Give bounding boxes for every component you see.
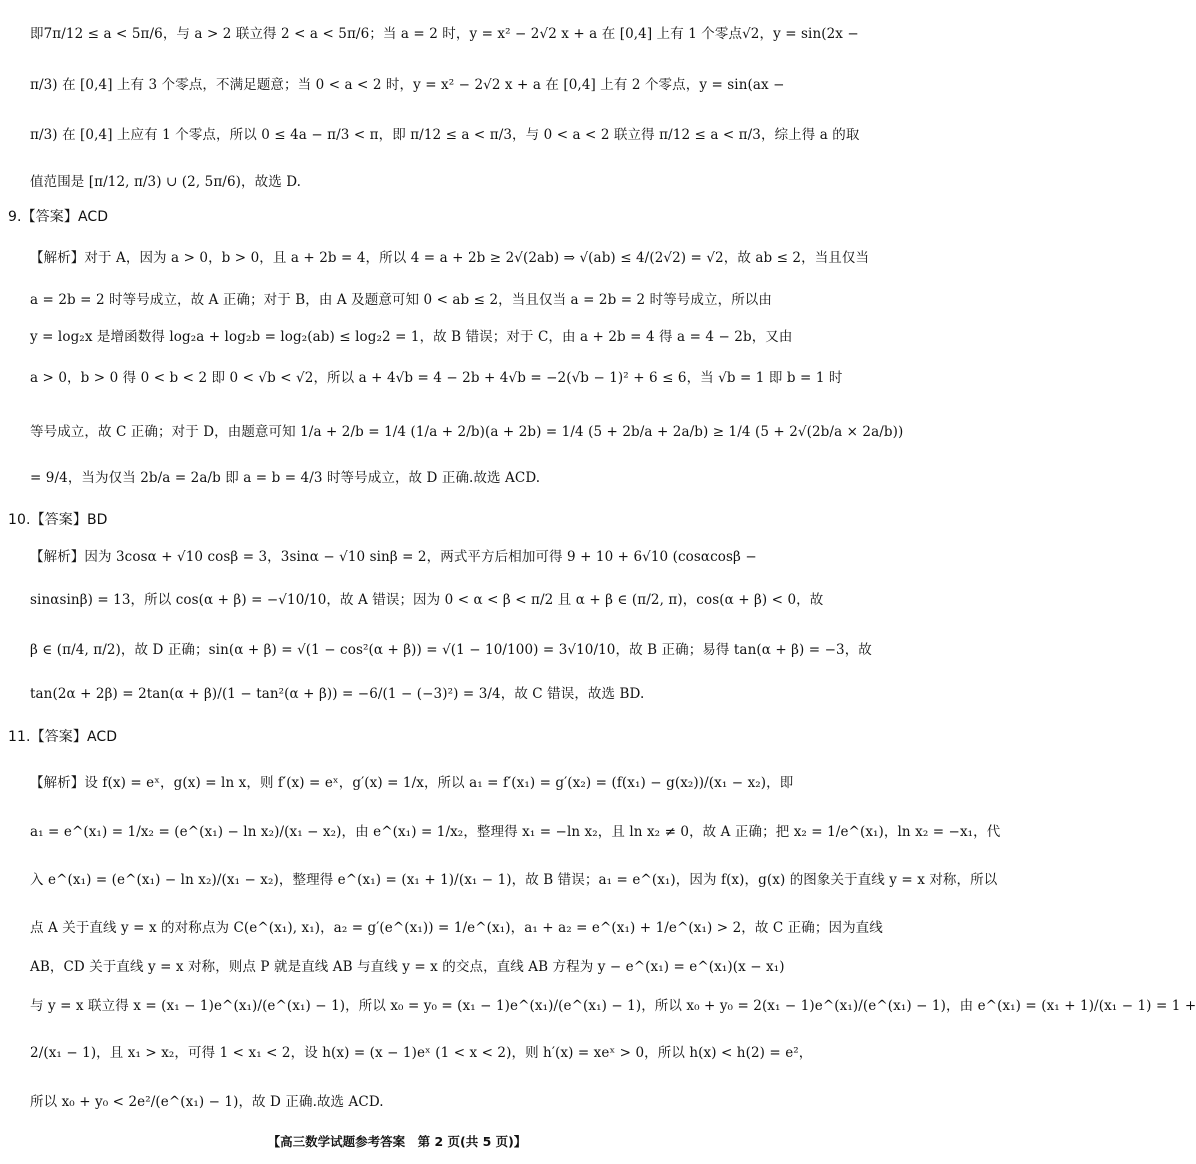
q11-line-2: a₁ = e^(x₁) = 1/x₂ = (e^(x₁) − ln x₂)/(x₁ − x₂)，由 e^(x₁) = 1/x₂，整理得 x₁ = −ln x₂，且 ln x₂ ≠ 0，故 A 正确；把 x₂ = 1/e^(x₁)，ln x₂ = −x₁，代: [30, 824, 1001, 840]
q11-line-7: 2/(x₁ − 1)，且 x₁ > x₂，可得 1 < x₁ < 2，设 h(x) = (x − 1)eˣ (1 < x < 2)，则 h′(x) = xeˣ > 0，所以 h(x) < h(2) = e²，: [30, 1045, 813, 1061]
q9-line-1: 【解析】对于 A，因为 a > 0，b > 0，且 a + 2b = 4，所以 4 = a + 2b ≥ 2√(2ab) ⇒ √(ab) ≤ 4/(2√2) = √2，故 ab ≤ 2，当且仅当: [30, 250, 870, 266]
q9-line-3: y = log₂x 是增函数得 log₂a + log₂b = log₂(ab) ≤ log₂2 = 1，故 B 错误；对于 C，由 a + 2b = 4 得 a = 4 − 2b，又由: [30, 329, 793, 345]
q10-answer: 10.【答案】BD: [8, 512, 108, 528]
q9-line-5: 等号成立，故 C 正确；对于 D，由题意可知 1/a + 2/b = 1/4 (1/a + 2/b)(a + 2b) = 1/4 (5 + 2b/a + 2a/b) ≥ 1/4 (5 + 2√(2b/a × 2a/b)): [30, 424, 904, 440]
q11-line-1: 【解析】设 f(x) = eˣ，g(x) = ln x，则 f′(x) = eˣ，g′(x) = 1/x，所以 a₁ = f′(x₁) = g′(x₂) = (f(x₁) − g(x₂))/(x₁ − x₂)，即: [30, 775, 794, 791]
q11-line-5: AB，CD 关于直线 y = x 对称，则点 P 就是直线 AB 与直线 y = x 的交点，直线 AB 方程为 y − e^(x₁) = e^(x₁)(x − x₁): [30, 959, 785, 975]
q9-answer: 9.【答案】ACD: [8, 209, 109, 225]
q8-line-4: 值范围是 [π/12, π/3) ∪ (2, 5π/6)，故选 D.: [30, 174, 302, 190]
q11-line-8: 所以 x₀ + y₀ < 2e²/(e^(x₁) − 1)，故 D 正确.故选 ACD.: [30, 1094, 384, 1110]
q9-line-4: a > 0，b > 0 得 0 < b < 2 即 0 < √b < √2，所以 a + 4√b = 4 − 2b + 4√b = −2(√b − 1)² + 6 ≤ 6，当 √b = 1 即 b = 1 时: [30, 370, 843, 386]
q9-line-2: a = 2b = 2 时等号成立，故 A 正确；对于 B，由 A 及题意可知 0 < ab ≤ 2，当且仅当 a = 2b = 2 时等号成立，所以由: [30, 292, 773, 308]
q10-line-3: β ∈ (π/4, π/2)，故 D 正确；sin(α + β) = √(1 − cos²(α + β)) = √(1 − 10/100) = 3√10/10，故 B 正确；易得 tan(α + β) = −3，故: [30, 642, 872, 658]
q9-line-6: = 9/4，当为仅当 2b/a = 2a/b 即 a = b = 4/3 时等号成立，故 D 正确.故选 ACD.: [30, 470, 541, 486]
q8-line-2: π/3) 在 [0,4] 上有 3 个零点，不满足题意；当 0 < a < 2 时，y = x² − 2√2 x + a 在 [0,4] 上有 2 个零点，y = sin(ax −: [30, 77, 785, 93]
q8-line-3: π/3) 在 [0,4] 上应有 1 个零点，所以 0 ≤ 4a − π/3 < π，即 π/12 ≤ a < π/3，与 0 < a < 2 联立得 π/12 ≤ a < π/3，综上得 a 的取: [30, 127, 860, 143]
q11-line-4: 点 A 关于直线 y = x 的对称点为 C(e^(x₁), x₁)，a₂ = g′(e^(x₁)) = 1/e^(x₁)，a₁ + a₂ = e^(x₁) + 1/e^(x₁) > 2，故 C 正确；因为直线: [30, 920, 883, 936]
page-footer: 【高三数学试题参考答案 第 2 页(共 5 页)】: [267, 1134, 527, 1149]
q10-line-4: tan(2α + 2β) = 2tan(α + β)/(1 − tan²(α + β)) = −6/(1 − (−3)²) = 3/4，故 C 错误，故选 BD.: [30, 686, 645, 702]
q10-line-2: sinαsinβ) = 13，所以 cos(α + β) = −√10/10，故 A 错误；因为 0 < α < β < π/2 且 α + β ∈ (π/2, π)，cos(α + β) < 0，故: [30, 592, 824, 608]
q10-line-1: 【解析】因为 3cosα + √10 cosβ = 3，3sinα − √10 sinβ = 2，两式平方后相加可得 9 + 10 + 6√10 (cosαcosβ −: [30, 549, 757, 565]
q11-answer: 11.【答案】ACD: [8, 729, 118, 745]
q11-line-3: 入 e^(x₁) = (e^(x₁) − ln x₂)/(x₁ − x₂)，整理得 e^(x₁) = (x₁ + 1)/(x₁ − 1)，故 B 错误；a₁ = e^(x₁)，因为 f(x)，g(x) 的图象关于直线 y = x 对称，所以: [30, 872, 998, 888]
q8-line-1: 即7π/12 ≤ a < 5π/6，与 a > 2 联立得 2 < a < 5π/6；当 a = 2 时，y = x² − 2√2 x + a 在 [0,4] 上有 1 个零点√2，y = sin(2x −: [30, 26, 859, 42]
q11-line-6: 与 y = x 联立得 x = (x₁ − 1)e^(x₁)/(e^(x₁) − 1)，所以 x₀ = y₀ = (x₁ − 1)e^(x₁)/(e^(x₁) − 1)，所以 x₀ + y₀ = 2(x₁ − 1)e^(x₁)/(e^(x₁) − 1)，由 e^(x₁) = (x₁ + 1)/(x₁ − 1) = 1 +: [30, 998, 1196, 1014]
